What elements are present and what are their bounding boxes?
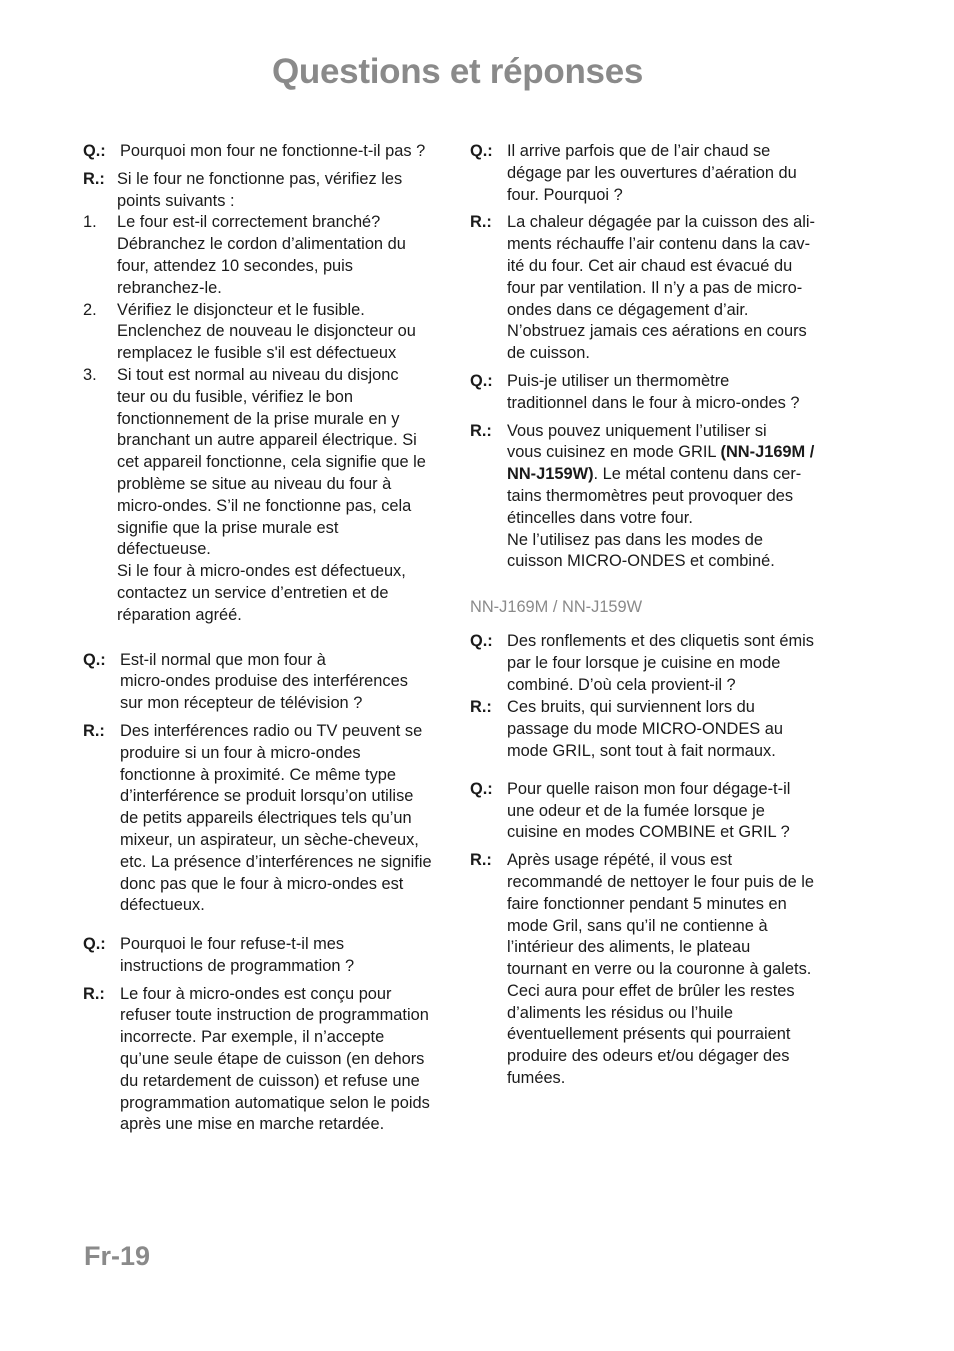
answer-3 bbox=[83, 984, 453, 1137]
text-line: Le four à micro-ondes est conçu pour bbox=[120, 984, 392, 1003]
answer-7 bbox=[470, 850, 842, 1090]
text-line: tournant en verre ou la couronne à galets. bbox=[507, 960, 812, 979]
text-line: remplacez le fusible s'il est défectueux bbox=[117, 344, 397, 363]
text-line: produire si un four à micro-ondes bbox=[120, 743, 361, 762]
text-line: ments réchauffe l’air contenu dans la cav- bbox=[507, 235, 811, 254]
text-line: four, attendez 10 secondes, puis bbox=[117, 256, 354, 275]
text-line: Pourquoi mon four ne fonctionne-t-il pas ? bbox=[120, 142, 426, 160]
text-line: donc pas que le four à micro-ondes est bbox=[120, 874, 404, 893]
answer-1 bbox=[83, 169, 453, 213]
text-line: signifie que la prise murale est bbox=[117, 518, 339, 537]
text-line: sur mon récepteur de télévision ? bbox=[120, 694, 363, 713]
answer-label: R.: bbox=[470, 213, 492, 232]
question-label: Q.: bbox=[470, 779, 493, 798]
text-line: étincelles dans votre four. bbox=[507, 508, 693, 527]
item-number: 2. bbox=[83, 300, 97, 319]
text-line: ondes dans ce dégagement d’air. bbox=[507, 300, 749, 319]
text-line: branchant un autre appareil électrique. Si bbox=[117, 431, 417, 450]
text-line: Ne l’utilisez pas dans les modes de bbox=[507, 530, 764, 549]
text-line: d’aliments les résidus ou l’huile bbox=[507, 1003, 733, 1022]
text-line: qu’une seule étape de cuisson (en dehors bbox=[120, 1050, 425, 1069]
text-line: produire des odeurs et/ou dégager des bbox=[507, 1047, 790, 1066]
text-line: Vérifiez le disjoncteur et le fusible. bbox=[117, 300, 365, 319]
text-line: Puis-je utiliser un thermomètre bbox=[507, 371, 730, 390]
text-line: défectueuse. bbox=[117, 540, 211, 559]
question-label: Q.: bbox=[470, 142, 493, 160]
list-item-2 bbox=[83, 300, 453, 365]
text-line: Le four est-il correctement branché? bbox=[117, 213, 381, 232]
text-line: éventuellement présents qui pourraient bbox=[507, 1025, 791, 1044]
question-label: Q.: bbox=[470, 631, 493, 650]
text-line: du retardement de cuisson) et refuse une bbox=[120, 1071, 420, 1090]
question-4 bbox=[470, 141, 842, 206]
model-number: NN-J159W) bbox=[507, 465, 594, 484]
answer-label: R.: bbox=[470, 698, 492, 717]
text-line: réparation agréé. bbox=[117, 605, 242, 624]
text-line: etc. La présence d’interférences ne signifie bbox=[120, 852, 432, 871]
text-line: Il arrive parfois que de l’air chaud se bbox=[507, 142, 771, 160]
text-line: four. Pourquoi ? bbox=[507, 185, 623, 204]
text-line: N’obstruez jamais ces aérations en cours bbox=[507, 322, 807, 341]
answer-label: R.: bbox=[83, 721, 105, 740]
text-line: traditionnel dans le four à micro-ondes ? bbox=[507, 393, 800, 412]
text-line: Des interférences radio ou TV peuvent se bbox=[120, 721, 423, 740]
question-label: Q.: bbox=[83, 650, 106, 669]
answer-2 bbox=[83, 721, 453, 917]
text-line: Pourquoi le four refuse-t-il mes bbox=[120, 935, 345, 954]
answer-4 bbox=[470, 212, 842, 365]
text-line: micro-ondes. S’il ne fonctionne pas, cela bbox=[117, 496, 412, 515]
text-line: cuisson MICRO-ONDES et combiné. bbox=[507, 552, 775, 571]
text-line: cuisine en modes COMBINE et GRIL ? bbox=[507, 823, 790, 842]
text-line: combiné. D’où cela provient-il ? bbox=[507, 675, 736, 694]
text-line: contactez un service d’entretien et de bbox=[117, 583, 389, 602]
section-heading: NN-J169M / NN-J159W bbox=[470, 598, 643, 617]
question-3 bbox=[83, 934, 453, 978]
question-2 bbox=[83, 650, 453, 715]
list-item-3 bbox=[83, 365, 453, 627]
text-line: tains thermomètres peut provoquer des bbox=[507, 486, 794, 505]
answer-5 bbox=[470, 421, 842, 574]
text-line bbox=[507, 464, 842, 486]
right-column bbox=[470, 141, 842, 1090]
text-line: cet appareil fonctionne, cela signifie que le bbox=[117, 453, 426, 472]
question-label: Q.: bbox=[83, 142, 106, 160]
page-title: Questions et réponses bbox=[272, 52, 644, 91]
text-line: de cuisson. bbox=[507, 344, 590, 363]
question-5 bbox=[470, 371, 842, 415]
question-label: Q.: bbox=[470, 371, 493, 390]
text-line: Si le four à micro-ondes est défectueux, bbox=[117, 562, 406, 581]
text-line: Des ronflements et des cliquetis sont émis bbox=[507, 631, 815, 650]
text-line: fonctionne à proximité. Ce même type bbox=[120, 765, 397, 784]
text-line: programmation automatique selon le poids bbox=[120, 1093, 430, 1112]
text-line: après une mise en marche retardée. bbox=[120, 1115, 385, 1134]
list-item-1 bbox=[83, 212, 453, 299]
answer-label: R.: bbox=[470, 851, 492, 870]
text-line: mode GRIL, sont tout à fait normaux. bbox=[507, 741, 776, 760]
text-line: Vous pouvez uniquement l’utiliser si bbox=[507, 421, 767, 440]
question-7 bbox=[470, 779, 842, 844]
text-line: Si tout est normal au niveau du disjonc bbox=[117, 365, 399, 384]
text-line: ité du four. Cet air chaud est évacué du bbox=[507, 256, 793, 275]
text-line: recommandé de nettoyer le four puis de le bbox=[507, 872, 815, 891]
left-column bbox=[83, 141, 453, 1136]
text-line: défectueux. bbox=[120, 896, 205, 915]
text-line: teur ou du fusible, vérifiez le bon bbox=[117, 387, 353, 406]
text-line bbox=[507, 442, 842, 464]
answer-label: R.: bbox=[83, 984, 105, 1003]
text-line: mode Gril, sans qu’il ne contienne à bbox=[507, 916, 768, 935]
text-line: problème se situe au niveau du four à bbox=[117, 474, 392, 493]
text-line: passage du mode MICRO-ONDES au bbox=[507, 720, 784, 739]
text-line: fumées. bbox=[507, 1069, 566, 1088]
text-line: incorrecte. Par exemple, il n’accepte bbox=[120, 1028, 385, 1047]
answer-6 bbox=[470, 697, 842, 762]
text-run: . Le métal contenu dans cer- bbox=[593, 465, 802, 484]
text-line: d’interférence se produit lorsqu’on utilise bbox=[120, 787, 414, 806]
text-line: La chaleur dégagée par la cuisson des ali- bbox=[507, 213, 815, 232]
text-line: Est-il normal que mon four à bbox=[120, 650, 326, 669]
text-line: four par ventilation. Il n’y a pas de micro- bbox=[507, 278, 803, 297]
question-label: Q.: bbox=[83, 935, 106, 954]
text-line: Ces bruits, qui surviennent lors du bbox=[507, 698, 755, 717]
item-number: 3. bbox=[83, 365, 97, 384]
text-line: Ceci aura pour effet de brûler les restes bbox=[507, 981, 795, 1000]
text-line: micro-ondes produise des interférences bbox=[120, 672, 408, 691]
question-1 bbox=[83, 141, 453, 163]
text-line: Enclenchez de nouveau le disjoncteur ou bbox=[117, 322, 416, 341]
text-line: mixeur, un aspirateur, un sèche-cheveux, bbox=[120, 830, 419, 849]
text-line: Si le four ne fonctionne pas, vérifiez les bbox=[117, 169, 403, 188]
text-line: instructions de programmation ? bbox=[120, 956, 355, 975]
text-line: points suivants : bbox=[117, 191, 235, 210]
question-6 bbox=[470, 631, 842, 696]
text-run: vous cuisinez en mode GRIL bbox=[507, 443, 721, 462]
text-line: l’intérieur des aliments, le plateau bbox=[507, 938, 751, 957]
text-line: Après usage répété, il vous est bbox=[507, 851, 733, 870]
answer-label: R.: bbox=[83, 169, 105, 188]
item-number: 1. bbox=[83, 213, 97, 232]
answer-label: R.: bbox=[470, 421, 492, 440]
text-line: Débranchez le cordon d’alimentation du bbox=[117, 235, 406, 254]
text-line: faire fonctionner pendant 5 minutes en bbox=[507, 894, 787, 913]
text-line: par le four lorsque je cuisine en mode bbox=[507, 653, 781, 672]
text-line: dégage par les ouvertures d’aération du bbox=[507, 163, 797, 182]
model-number: (NN-J169M / bbox=[720, 443, 815, 462]
text-line: une odeur et de la fumée lorsque je bbox=[507, 801, 765, 820]
text-line: refuser toute instruction de programmation bbox=[120, 1006, 429, 1025]
text-line: rebranchez-le. bbox=[117, 278, 222, 297]
text-line: Pour quelle raison mon four dégage-t-il bbox=[507, 779, 791, 798]
text-line: fonctionnement de la prise murale en y bbox=[117, 409, 400, 428]
page-number: Fr-19 bbox=[84, 1241, 151, 1271]
text-line: de petits appareils électriques tels qu’un bbox=[120, 809, 412, 828]
